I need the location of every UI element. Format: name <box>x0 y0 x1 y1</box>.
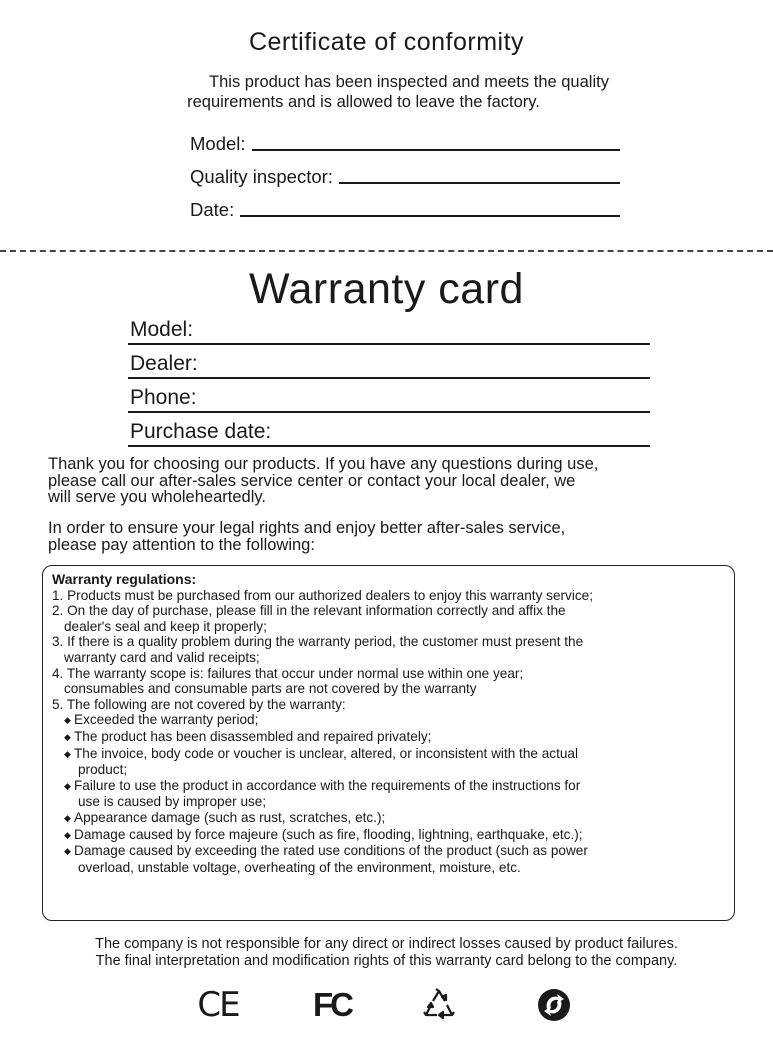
regulation-item-continued: warranty card and valid receipts; <box>64 649 260 665</box>
green-dot-icon <box>532 985 576 1025</box>
diamond-bullet-icon: ◆ <box>64 829 71 840</box>
field-label: Date: <box>190 199 235 220</box>
exclusion-item <box>52 843 734 860</box>
exclusion-text: The invoice, body code or voucher is unclear, altered, or inconsistent with the actual <box>74 745 579 761</box>
warranty-purchase-date-field[interactable] <box>128 417 650 447</box>
warranty-regulations-box <box>42 565 735 921</box>
disclaimer-line: The company is not responsible for any direct or indirect losses caused by product failures. <box>95 936 678 952</box>
paragraph-line: please pay attention to the following: <box>48 535 315 554</box>
paragraph-line: In order to ensure your legal rights and enjoy better after-sales service, <box>48 519 566 537</box>
regulation-item: 1. Products must be purchased from our authorized dealers to enjoy this warranty service; <box>52 587 593 603</box>
exclusion-item-continued: overload, unstable voltage, overheating of the environment, moisture, etc. <box>78 859 521 875</box>
certificate-description <box>0 72 773 112</box>
field-line <box>339 182 620 184</box>
regulations-title: Warranty regulations: <box>52 571 197 587</box>
fcc-logo: FC <box>313 986 351 1023</box>
regulation-item: 4. The warranty scope is: failures that occur under normal use within one year; <box>52 665 524 681</box>
recycle-icon <box>416 985 462 1025</box>
exclusion-text: Failure to use the product in accordance with the requirements of the instructions for <box>74 777 581 793</box>
warranty-phone-field[interactable] <box>128 383 650 413</box>
diamond-bullet-icon: ◆ <box>64 780 71 791</box>
warranty-model-field[interactable] <box>128 315 650 345</box>
regulation-item-continued: consumables and consumable parts are not covered by the warranty <box>64 681 477 697</box>
certificate-description-line: requirements and is allowed to leave the factory. <box>187 93 540 111</box>
regulation-item: 5. The following are not covered by the warranty: <box>52 696 346 712</box>
exclusion-item <box>52 712 734 729</box>
field-label: Model: <box>190 133 246 154</box>
regulation-item: 2. On the day of purchase, please fill in the relevant information correctly and affix the <box>52 603 566 619</box>
exclusion-item <box>52 746 734 763</box>
exclusion-item <box>52 778 734 795</box>
certificate-description-line: This product has been inspected and meets the quality <box>209 73 609 91</box>
certificate-date-field[interactable] <box>190 199 620 221</box>
certificate-title: Certificate of conformity <box>248 28 525 56</box>
exclusion-item <box>52 810 734 827</box>
exclusion-item-continued: use is caused by improper use; <box>78 794 267 810</box>
thank-you-paragraph <box>48 456 748 506</box>
exclusion-item <box>52 827 734 844</box>
exclusion-item-continued: product; <box>78 762 128 778</box>
warranty-title: Warranty card <box>249 265 524 313</box>
certificate-model-field[interactable] <box>190 133 620 155</box>
diamond-bullet-icon: ◆ <box>64 715 71 726</box>
regulation-item-continued: dealer's seal and keep it properly; <box>64 618 267 634</box>
certificate-quality-inspector-field[interactable] <box>190 166 620 188</box>
diamond-bullet-icon: ◆ <box>64 731 71 742</box>
diamond-bullet-icon: ◆ <box>64 748 71 759</box>
field-label: Dealer: <box>130 352 198 375</box>
diamond-bullet-icon: ◆ <box>64 812 71 823</box>
field-label: Quality inspector: <box>190 166 333 187</box>
paragraph-line: will serve you wholeheartedly. <box>48 488 266 506</box>
exclusion-text: Exceeded the warranty period; <box>74 712 259 728</box>
disclaimer <box>0 936 773 970</box>
field-label: Phone: <box>130 386 197 409</box>
field-label: Purchase date: <box>130 420 272 443</box>
field-line <box>252 149 620 151</box>
field-line <box>240 215 620 217</box>
exclusion-text: Appearance damage (such as rust, scratches, etc.); <box>74 809 386 825</box>
regulation-item: 3. If there is a quality problem during the warranty period, the customer must present the <box>52 634 584 650</box>
exclusion-text: Damage caused by exceeding the rated use conditions of the product (such as power <box>74 843 588 859</box>
exclusion-item <box>52 729 734 746</box>
exclusion-text: Damage caused by force majeure (such as fire, flooding, lightning, earthquake, etc.); <box>74 826 583 842</box>
attention-paragraph <box>48 520 748 553</box>
field-label: Model: <box>130 318 194 341</box>
ce-mark-logo: CE <box>197 985 239 1025</box>
cut-line-divider <box>0 250 773 252</box>
paragraph-line: please call our after-sales service center or contact your local dealer, we <box>48 471 576 490</box>
paragraph-line: Thank you for choosing our products. If you have any questions during use, <box>48 455 599 473</box>
exclusion-text: The product has been disassembled and repaired privately; <box>74 728 432 744</box>
disclaimer-line: The final interpretation and modification rights of this warranty card belong to the company. <box>95 953 678 969</box>
diamond-bullet-icon: ◆ <box>64 846 71 857</box>
warranty-dealer-field[interactable] <box>128 349 650 379</box>
